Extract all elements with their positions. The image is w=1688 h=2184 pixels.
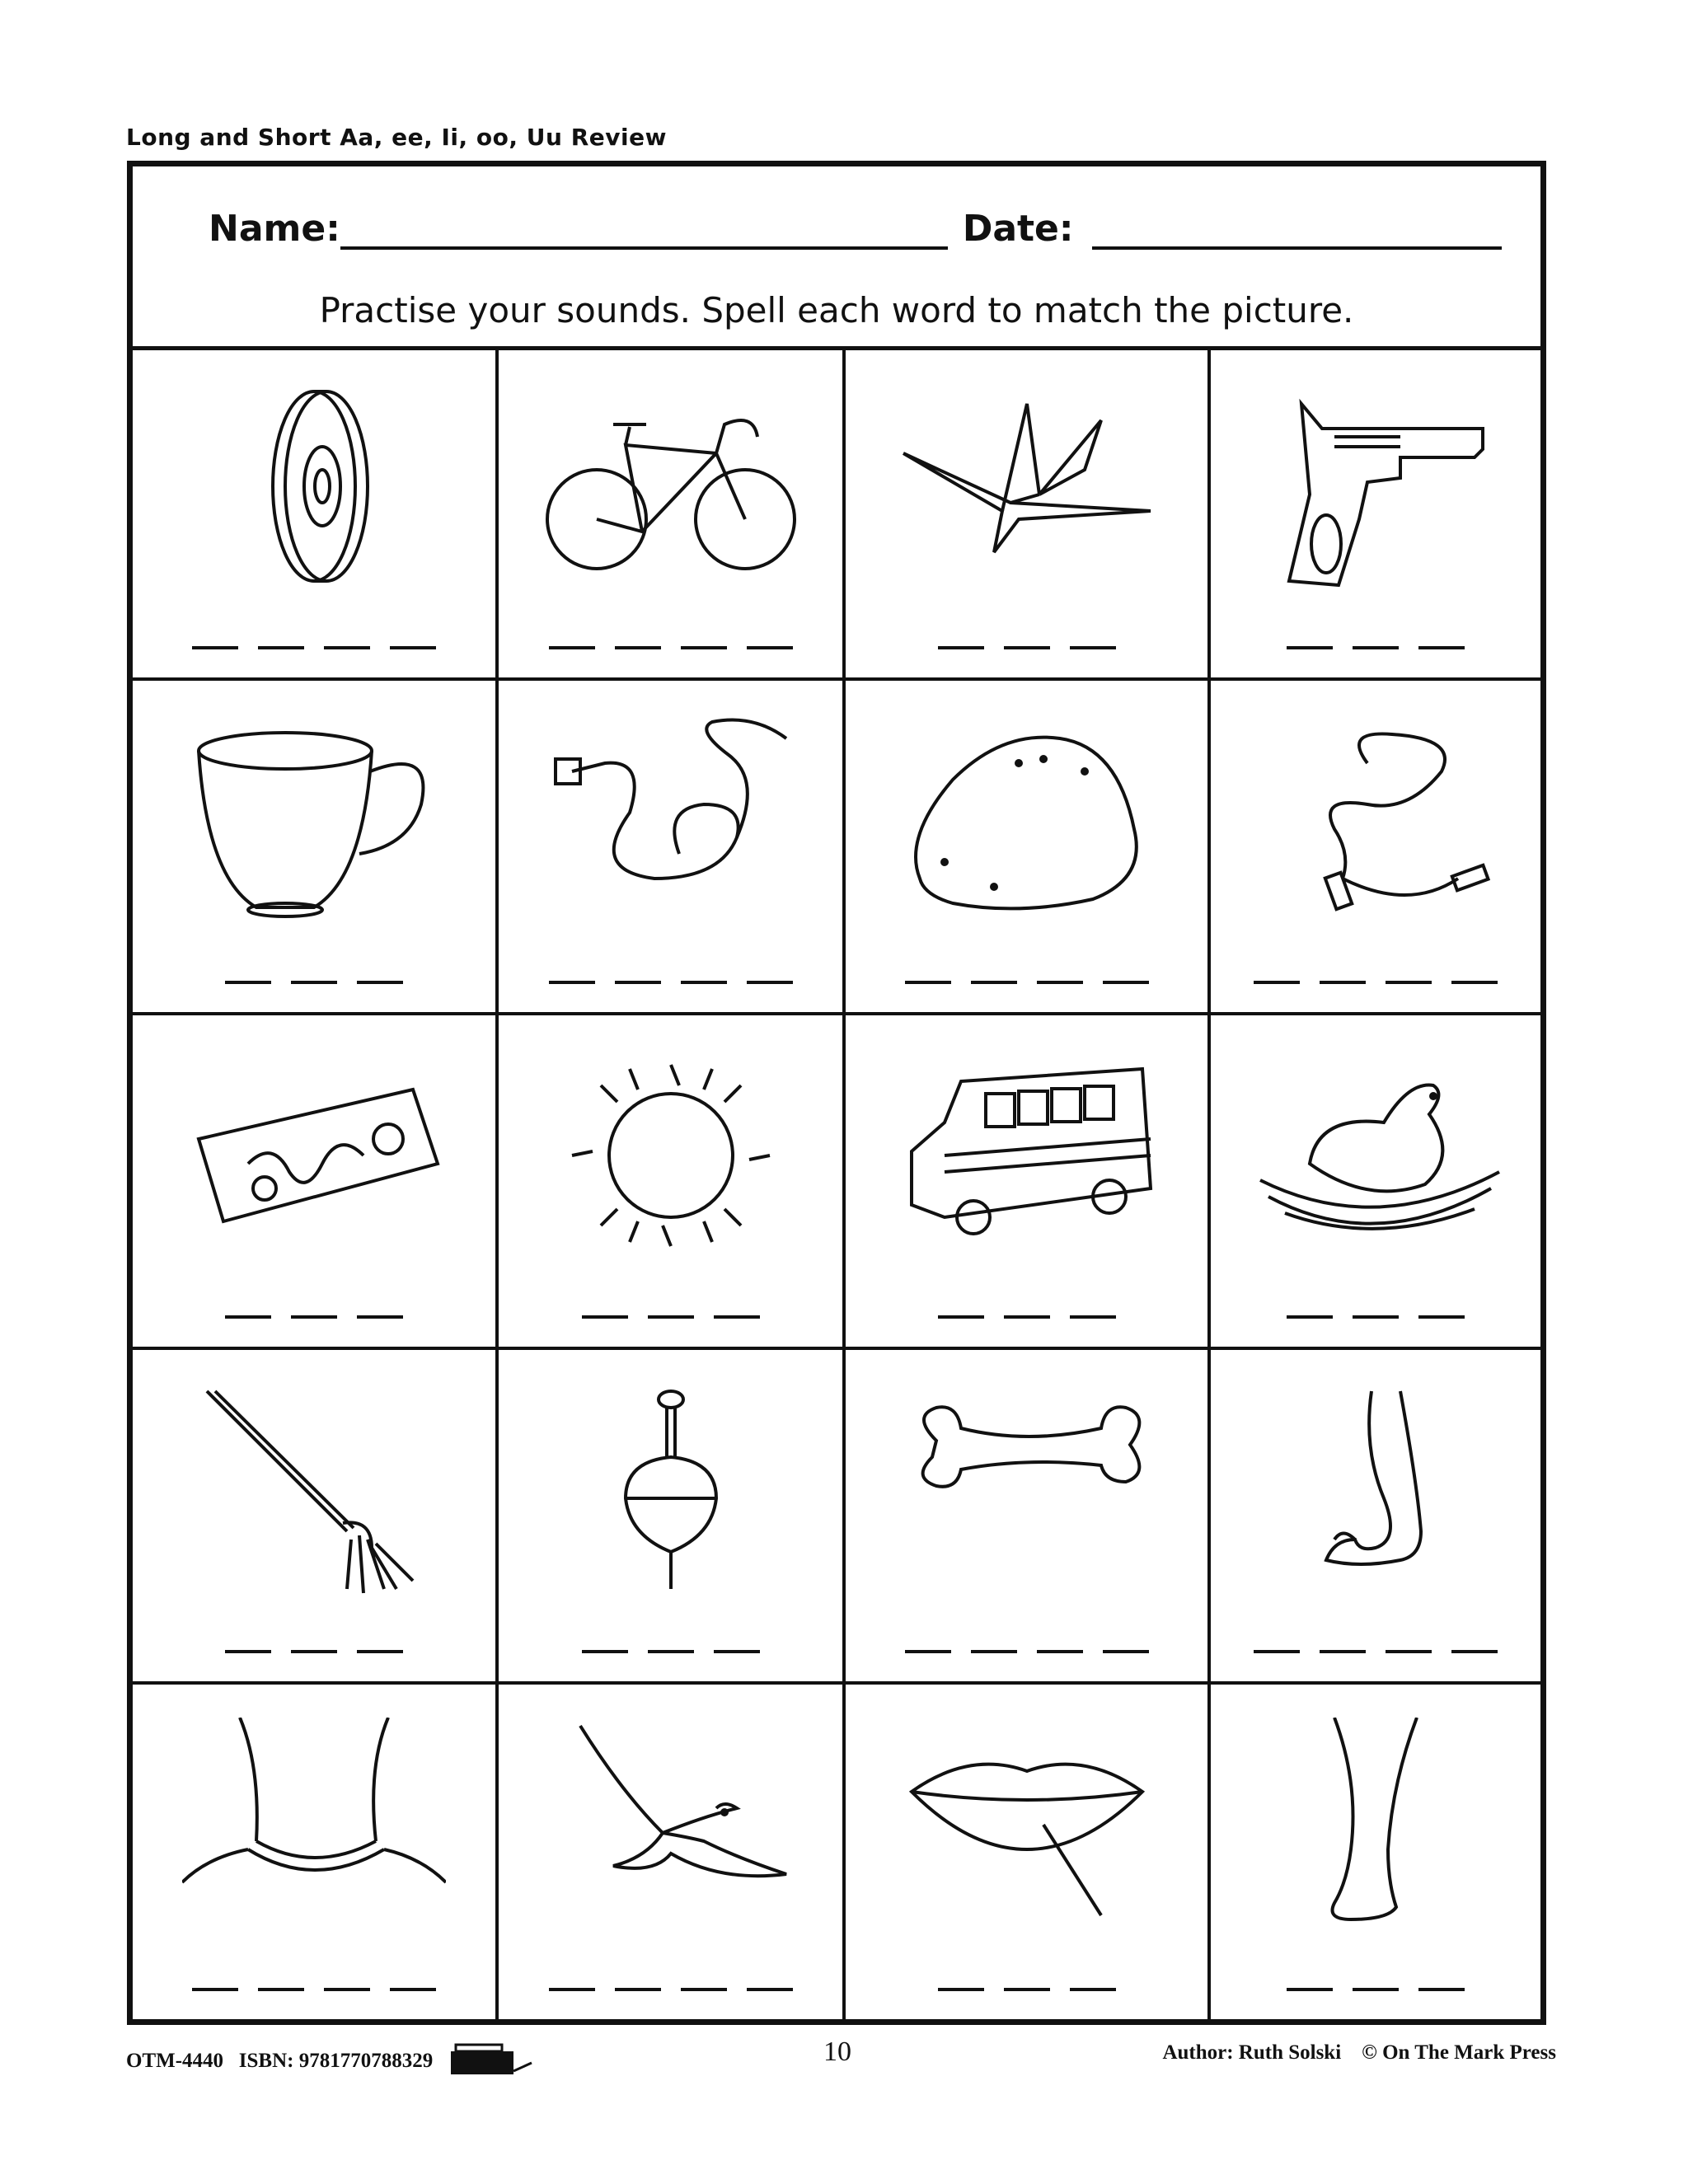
tire-icon <box>182 379 446 593</box>
answer-blanks[interactable] <box>846 1648 1207 1653</box>
answer-blanks[interactable] <box>1211 1314 1540 1319</box>
sun-icon <box>539 1048 803 1263</box>
picture-cell <box>846 1015 1211 1350</box>
answer-blanks[interactable] <box>499 1986 842 1991</box>
worksheet-header <box>133 166 1540 350</box>
publisher: © On The Mark Press <box>1362 2041 1556 2064</box>
cup-icon <box>182 714 446 928</box>
rock-icon <box>895 714 1159 928</box>
answer-blanks[interactable] <box>499 979 842 984</box>
page-number: 10 <box>823 2036 851 2067</box>
answer-blanks[interactable] <box>133 1986 495 1991</box>
name-label: Name: <box>209 208 340 250</box>
date-label: Date: <box>962 208 1074 250</box>
rug-icon <box>182 1048 446 1263</box>
hen-icon <box>1244 1048 1507 1263</box>
picture-cell <box>499 346 846 681</box>
answer-blanks[interactable] <box>499 1648 842 1653</box>
answer-blanks[interactable] <box>846 1986 1207 1991</box>
answer-blanks[interactable] <box>846 644 1207 649</box>
worksheet-frame <box>127 161 1546 2025</box>
picture-cell <box>499 681 846 1015</box>
answer-blanks[interactable] <box>1211 644 1540 649</box>
answer-blanks[interactable] <box>499 644 842 649</box>
picture-cell <box>846 1350 1211 1685</box>
isbn: ISBN: 9781770788329 <box>238 2050 434 2073</box>
author: Author: Ruth Solski <box>1162 2041 1342 2064</box>
answer-blanks[interactable] <box>499 1314 842 1319</box>
answer-blanks[interactable] <box>133 979 495 984</box>
picture-grid <box>133 346 1540 2019</box>
answer-blanks[interactable] <box>1211 979 1540 984</box>
hose-icon <box>539 714 803 928</box>
name-date-row <box>209 208 1502 250</box>
answer-blanks[interactable] <box>133 644 495 649</box>
worksheet-topic-title: Long and Short Aa, ee, Ii, oo, Uu Review <box>126 124 667 151</box>
picture-cell <box>133 1685 499 2019</box>
page-footer <box>126 2036 1556 2074</box>
picture-cell <box>499 1015 846 1350</box>
picture-cell <box>846 681 1211 1015</box>
photocopier-icon <box>449 2041 540 2083</box>
date-field[interactable] <box>1092 213 1502 250</box>
picture-cell <box>133 1350 499 1685</box>
footer-right <box>1162 2041 1556 2064</box>
picture-cell <box>499 1685 846 2019</box>
picture-cell <box>133 1015 499 1350</box>
picture-cell <box>1211 346 1540 681</box>
answer-blanks[interactable] <box>133 1648 495 1653</box>
picture-cell <box>846 1685 1211 2019</box>
gun-icon <box>1244 379 1507 593</box>
answer-blanks[interactable] <box>1211 1648 1540 1653</box>
lips-icon <box>895 1718 1159 1932</box>
answer-blanks[interactable] <box>846 979 1207 984</box>
mop-icon <box>182 1383 446 1597</box>
bone-icon <box>895 1383 1159 1597</box>
leg-icon <box>1244 1718 1507 1932</box>
name-field[interactable] <box>340 213 948 250</box>
product-code: OTM-4440 <box>126 2050 224 2073</box>
rope-icon <box>1244 714 1507 928</box>
kite-icon <box>895 379 1159 593</box>
picture-cell <box>846 346 1211 681</box>
picture-cell <box>133 681 499 1015</box>
picture-cell <box>133 346 499 681</box>
picture-cell <box>1211 1685 1540 2019</box>
picture-cell <box>1211 1350 1540 1685</box>
picture-cell <box>499 1350 846 1685</box>
answer-blanks[interactable] <box>133 1314 495 1319</box>
bicycle-icon <box>539 379 803 593</box>
top-icon <box>539 1383 803 1597</box>
picture-cell <box>1211 681 1540 1015</box>
footer-left <box>126 2041 540 2083</box>
neck-icon <box>182 1718 446 1932</box>
answer-blanks[interactable] <box>846 1314 1207 1319</box>
bus-icon <box>895 1048 1159 1263</box>
instruction-text: Practise your sounds. Spell each word to match the picture. <box>319 290 1354 330</box>
answer-blanks[interactable] <box>1211 1986 1540 1991</box>
nose-icon <box>1244 1383 1507 1597</box>
picture-cell <box>1211 1015 1540 1350</box>
gull-icon <box>539 1718 803 1932</box>
